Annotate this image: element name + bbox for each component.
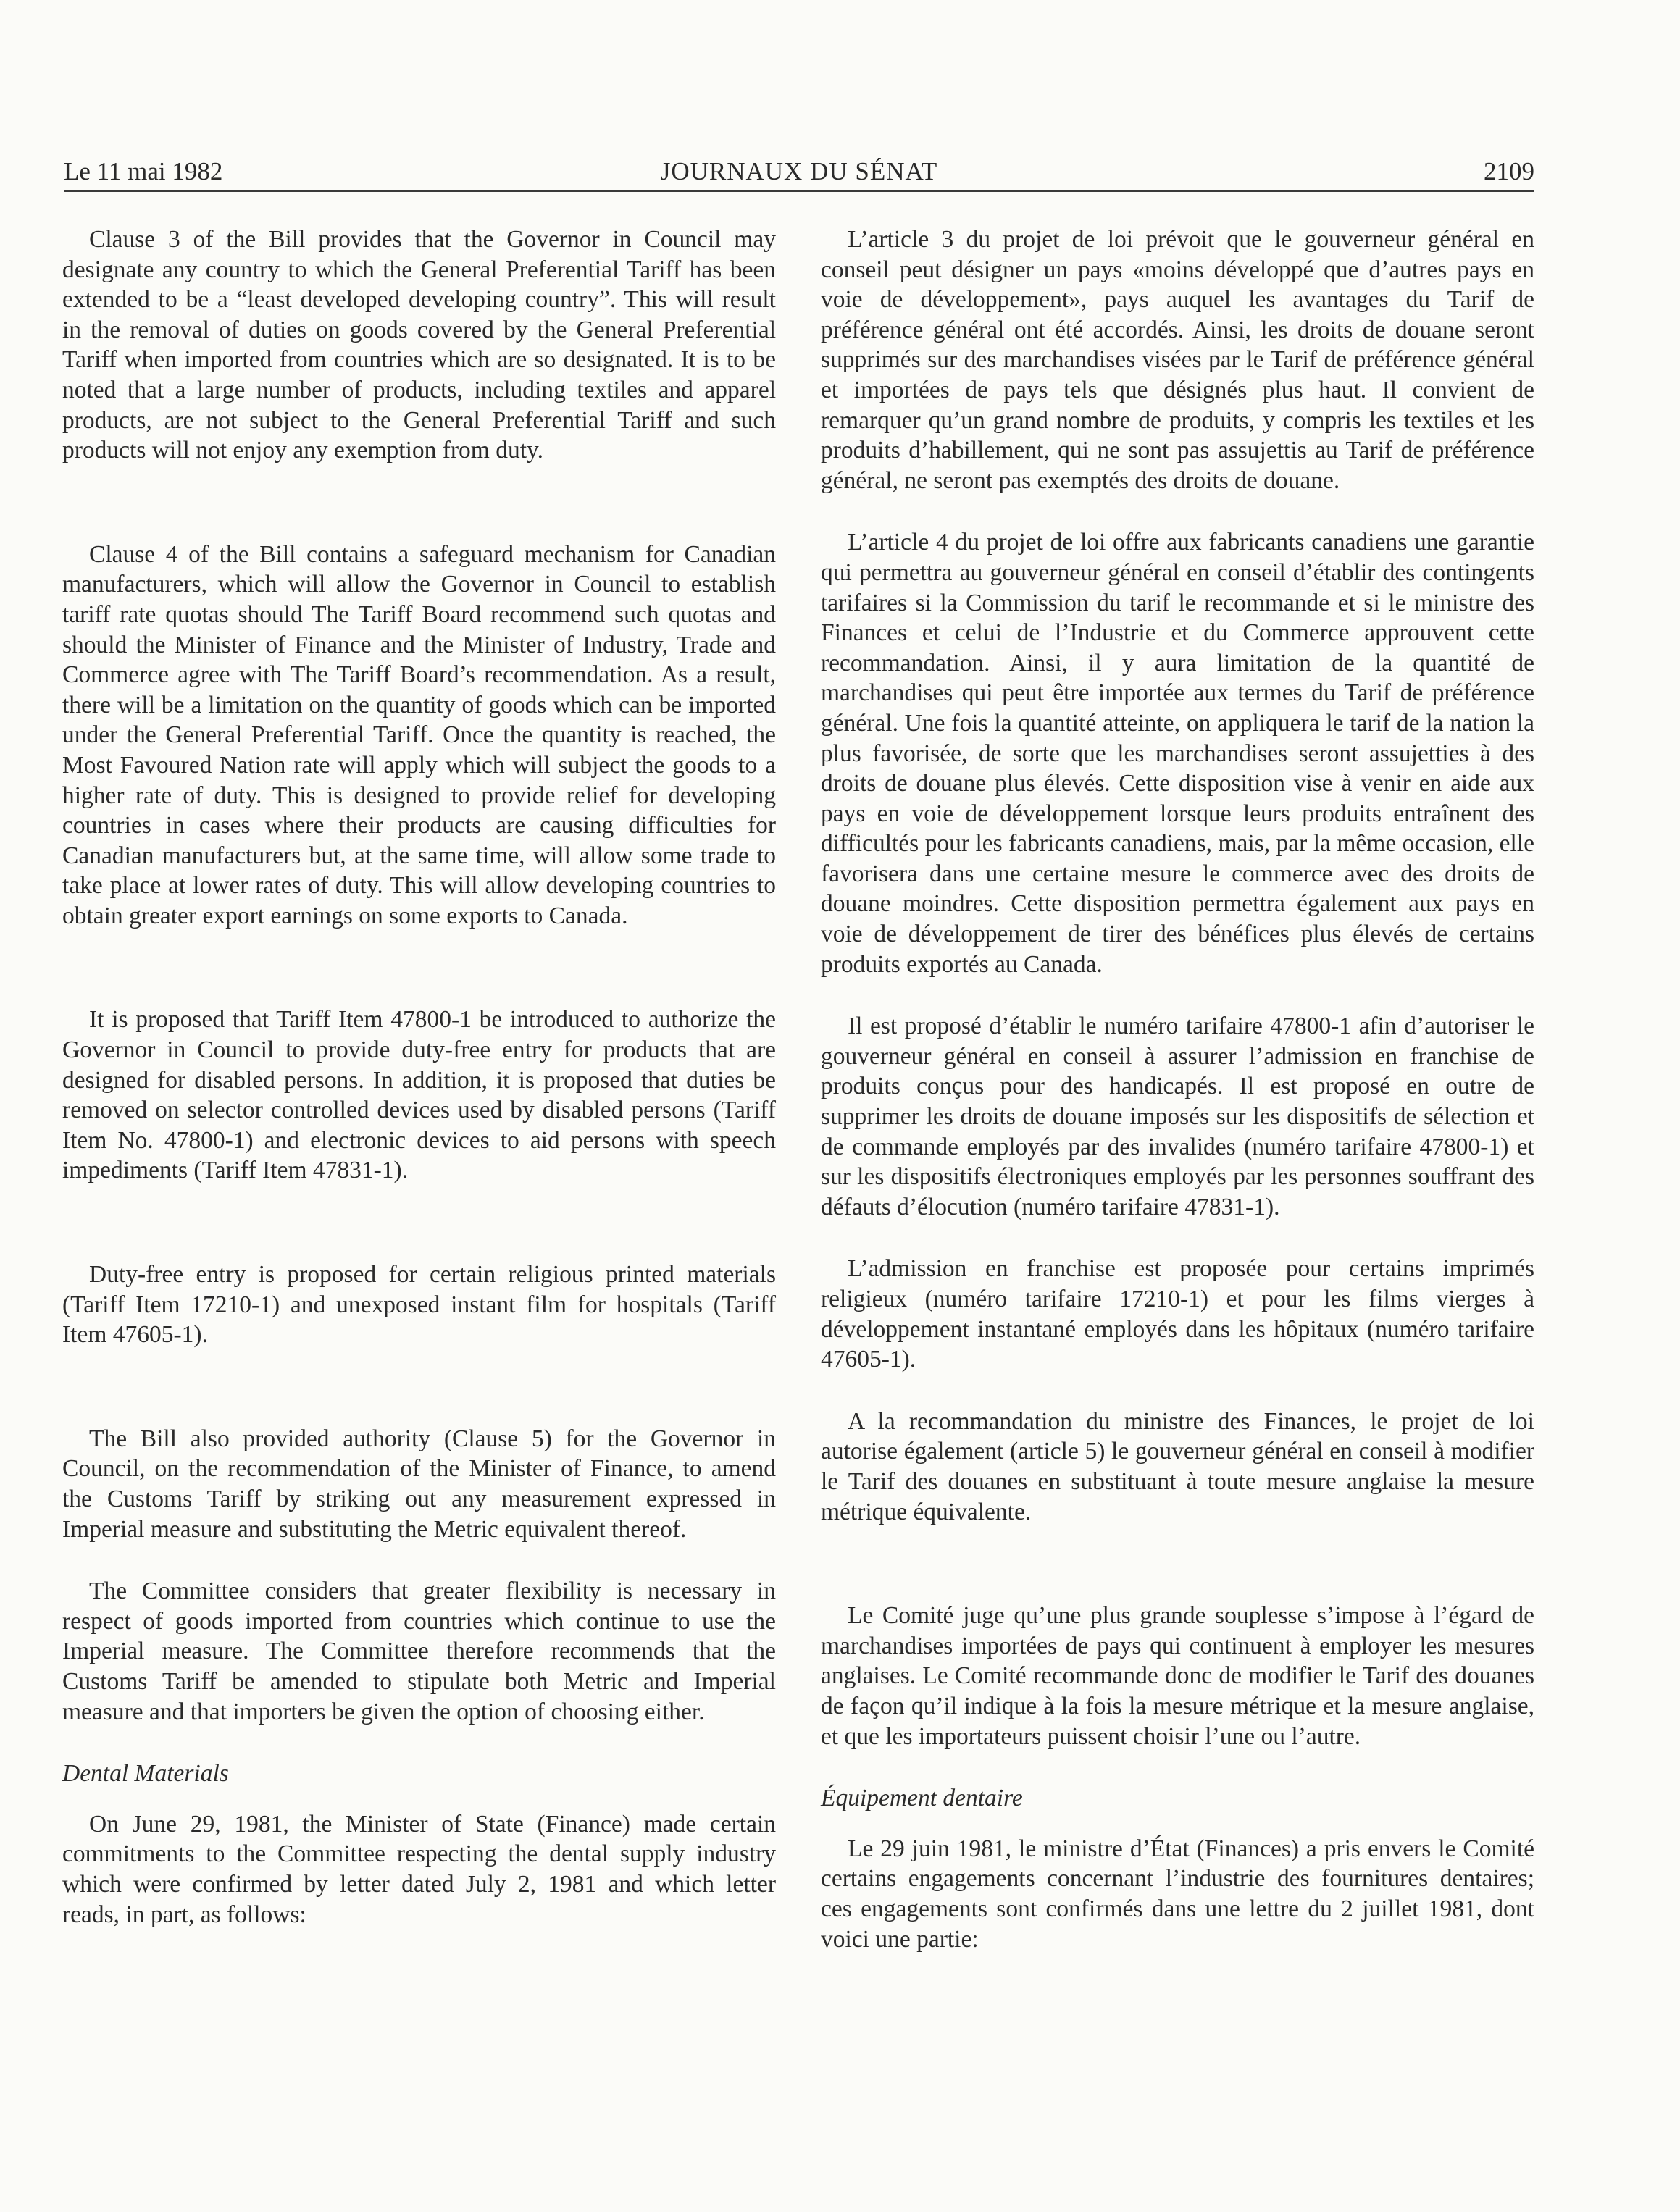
fr-paragraph-dentaire: Le 29 juin 1981, le ministre d’État (Finances) a pris envers le Comité certains engagements concernant l’industrie des fournitures dentaires; ces engagements sont confirmés dans une lettre du 2 juillet 1981, dont voici une partie: bbox=[821, 1835, 1534, 1953]
en-paragraph-dental: On June 29, 1981, the Minister of State (Finance) made certain commitments to the Committee respecting the dental supply industry which were confirmed by letter dated July 2, 1981 and which letter reads, in part, as follows: bbox=[62, 1810, 776, 1928]
fr-paragraph-franchise: L’admission en franchise est proposée pour certains imprimés religieux (numéro tarifaire 17210-1) et pour les films vierges à développement instantané employés dans les hôpitaux (numéro tarifaire 47605-1). bbox=[821, 1255, 1534, 1373]
header-date: Le 11 mai 1982 bbox=[64, 157, 223, 185]
en-paragraph-clause-4: Clause 4 of the Bill contains a safeguard mechanism for Canadian manufacturers, which will allow the Governor in Council to establish tariff rate quotas should The Tariff Board recommend such quotas and should the Minister of Finance and the Minister of Industry, Trade and Commerce agree with The Tariff Board’s recommendation. As a result, there will be a limitation on the quantity of goods which can be imported under the General Preferential Tariff. Once the quantity is reached, the Most Favoured Nation rate will apply which will subject the goods to a higher rate of duty. This is designed to provide relief for developing countries in cases where their products are causing difficulties for Canadian manufacturers but, at the same time, will allow some trade to take place at lower rates of duty. This will allow developing countries to obtain greater export earnings on some exports to Canada. bbox=[62, 540, 776, 929]
fr-paragraph-article-4: L’article 4 du projet de loi offre aux fabricants canadiens une garantie qui permettra au gouverneur général en conseil d’établir des contingents tarifaires si la Commission du tarif le recommande et si le ministre des Finances et celui de l’Industrie et du Commerce approuvent cette recommandation. Ainsi, il y aura limitation de la quantité de marchandises qui peut être importée aux termes du Tarif de préférence général. Une fois la quantité atteinte, on appliquera le tarif de la nation la plus favorisée, de sorte que les marchandises seront assujetties à des droits de douane plus élevés. Cette disposition vise à venir en aide aux pays en voie de développement lorsque leurs produits entraînent des difficultés pour les fabricants canadiens, mais, par la même occasion, elle favorisera dans une certaine mesure le commerce avec des droits de douane moindres. Cette disposition permettra également aux pays en voie de développement de tirer des bénéfices plus élevés de certains produits exportés au Canada. bbox=[821, 529, 1534, 978]
en-paragraph-clause-3: Clause 3 of the Bill provides that the Governor in Council may designate any country to which the General Preferential Tariff has been extended to be a “least developed developing country”. This will result in the removal of duties on goods covered by the General Preferential Tariff when imported from countries which are so designated. It is to be noted that a large number of products, including textiles and apparel products, are not subject to the General Preferential Tariff and such products will not enjoy any exemption from duty. bbox=[62, 226, 776, 464]
en-paragraph-tariff-47800: It is proposed that Tariff Item 47800-1 be introduced to authorize the Governor in Council to provide duty-free entry for products that are designed for disabled persons. In addition, it is proposed that duties be removed on selector controlled devices used by disabled persons (Tariff Item No. 47800-1) and electronic devices to aid persons with speech impediments (Tariff Item 47831-1). bbox=[62, 1006, 776, 1184]
fr-paragraph-comite: Le Comité juge qu’une plus grande souplesse s’impose à l’égard de marchandises importées de pays qui continuent à employer les mesures anglaises. Le Comité recommande donc de modifier le Tarif des douanes de façon qu’il indique à la fois la mesure métrique et la mesure anglaise, et que les importateurs puissent choisir l’une ou l’autre. bbox=[821, 1602, 1534, 1750]
header-rule bbox=[64, 190, 1534, 192]
en-section-heading: Dental Materials bbox=[62, 1760, 229, 1788]
fr-paragraph-article-5: A la recommandation du ministre des Finances, le projet de loi autorise également (article 5) le gouverneur général en conseil à modifier le Tarif des douanes en substituant à toute mesure anglaise la mesure métrique équivalente. bbox=[821, 1407, 1534, 1525]
fr-section-heading: Équipement dentaire bbox=[821, 1785, 1023, 1812]
fr-paragraph-tarif-47800: Il est proposé d’établir le numéro tarifaire 47800-1 afin d’autoriser le gouverneur général en conseil à assurer l’admission en franchise de produits conçus pour des handicapés. Il est proposé en outre de supprimer les droits de douane imposés sur les dispositifs de sélection et de commande employés par des invalides (numéro tarifaire 47800-1) et sur les dispositifs électroniques employés par les personnes souffrant des défauts d’élocution (numéro tarifaire 47831-1). bbox=[821, 1013, 1534, 1220]
header-title: JOURNAUX DU SÉNAT bbox=[660, 157, 938, 185]
en-paragraph-duty-free: Duty-free entry is proposed for certain religious printed materials (Tariff Item 17210-1) and unexposed instant film for hospitals (Tariff Item 47605-1). bbox=[62, 1261, 776, 1349]
page-header bbox=[64, 154, 1534, 190]
fr-paragraph-article-3: L’article 3 du projet de loi prévoit que le gouverneur général en conseil peut désigner un pays «moins développé que d’autres pays en voie de développement», pays auquel les avantages du Tarif de préférence général ont été accordés. Ainsi, les droits de douane seront supprimés sur des marchandises visées par le Tarif de préférence général et importées de pays tels que désignés plus haut. Il convient de remarquer qu’un grand nombre de produits, y compris les textiles et les produits d’habillement, qui ne sont pas assujettis au Tarif de préférence général, ne seront pas exemptés des droits de douane. bbox=[821, 226, 1534, 494]
en-paragraph-committee: The Committee considers that greater flexibility is necessary in respect of goods imported from countries which continue to use the Imperial measure. The Committee therefore recommends that the Customs Tariff be amended to stipulate both Metric and Imperial measure and that importers be given the option of choosing either. bbox=[62, 1578, 776, 1725]
english-column bbox=[62, 225, 776, 1961]
french-column bbox=[821, 225, 1534, 1986]
header-page-number: 2109 bbox=[1484, 157, 1534, 185]
en-paragraph-clause-5: The Bill also provided authority (Clause 5) for the Governor in Council, on the recommendation of the Minister of Finance, to amend the Customs Tariff by striking out any measurement expressed in Imperial measure and substituting the Metric equivalent thereof. bbox=[62, 1425, 776, 1543]
